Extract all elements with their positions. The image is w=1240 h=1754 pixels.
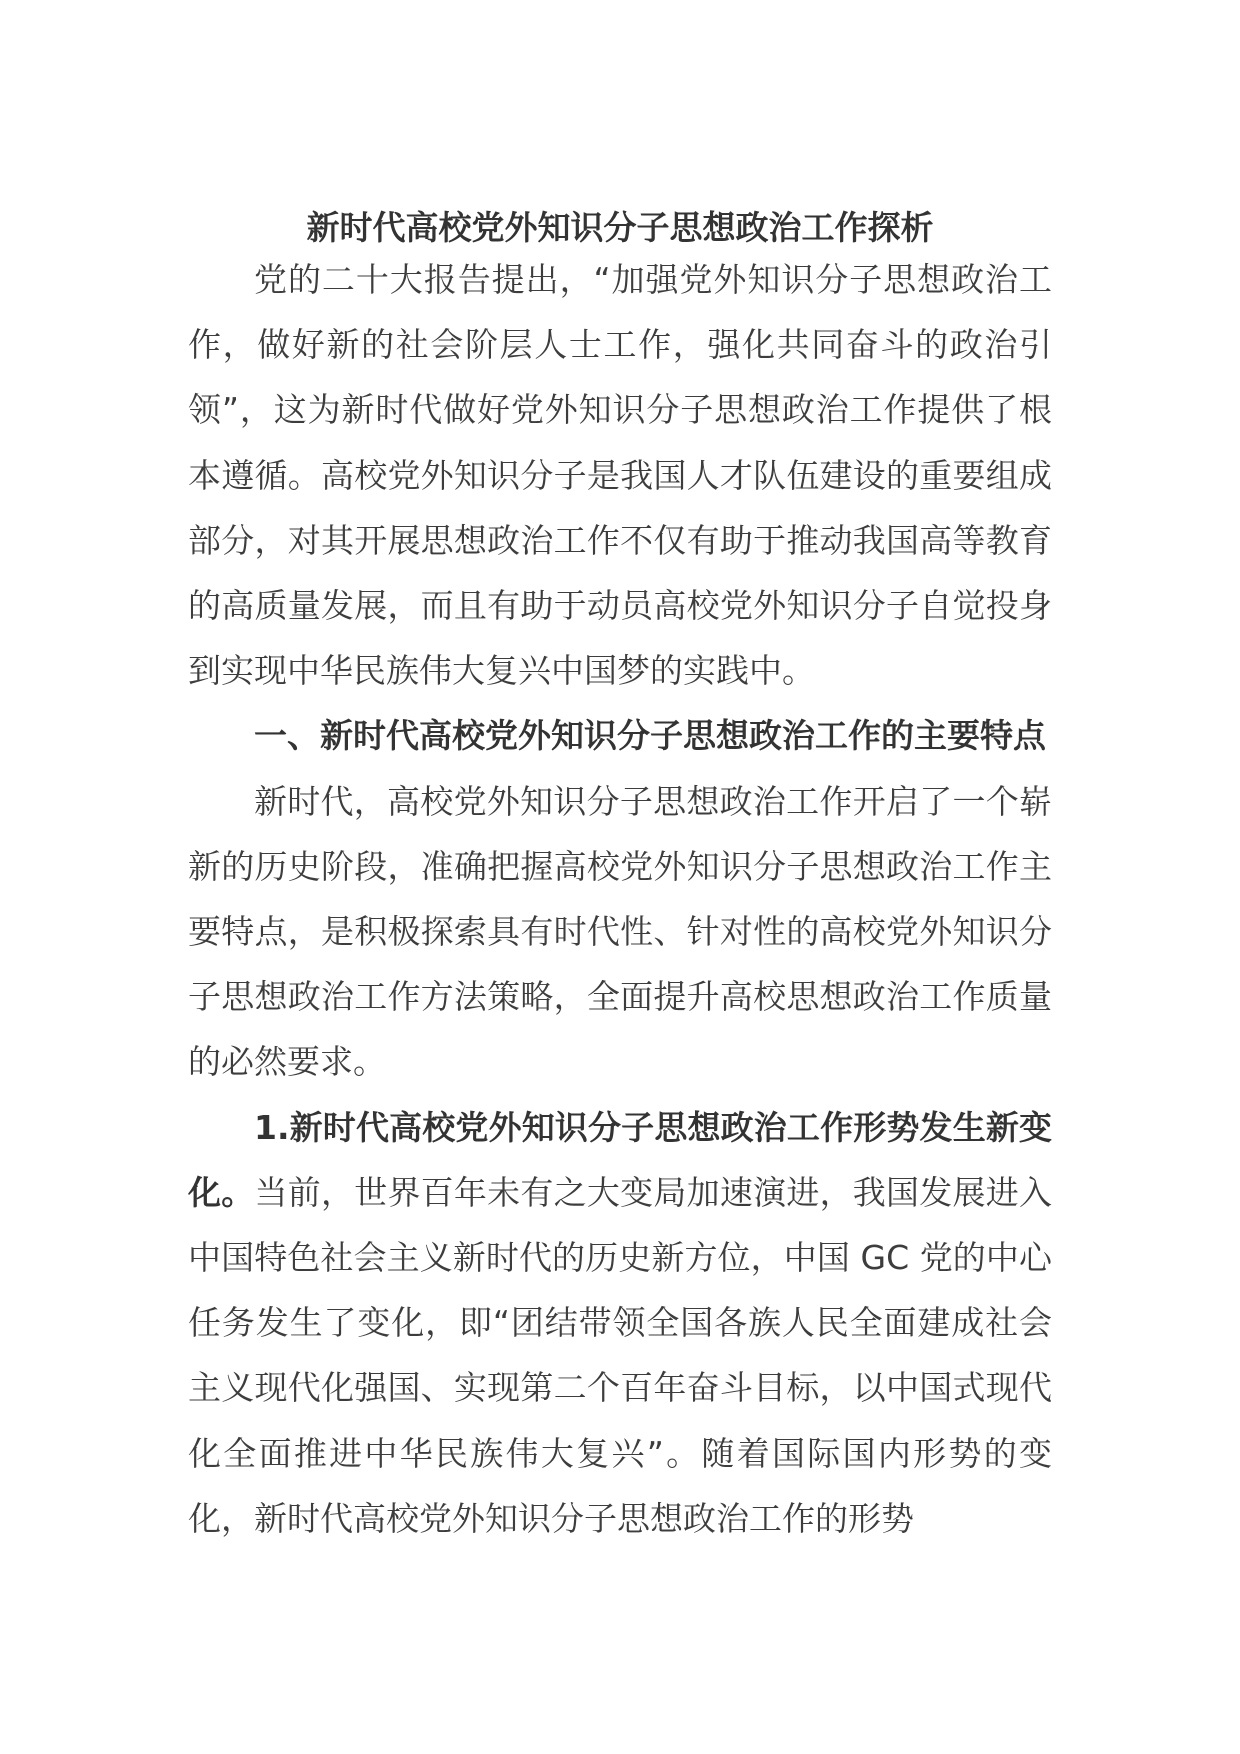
section-paragraph: 新时代，高校党外知识分子思想政治工作开启了一个崭新的历史阶段，准确把握高校党外知识分子思想政治工作主要特点，是积极探索具有时代性、针对性的高校党外知识分子思想政治工作方法策略，全面提升高校思想政治工作质量的必然要求。 (188, 781, 1052, 1082)
document-body (188, 247, 1052, 1551)
subsection-paragraph (188, 1095, 1052, 1551)
section-heading: 一、新时代高校党外知识分子思想政治工作的主要特点 (254, 716, 1046, 756)
intro-paragraph: 党的二十大报告提出，“加强党外知识分子思想政治工作，做好新的社会阶层人士工作，强化共同奋斗的政治引领”，这为新时代做好党外知识分子思想政治工作提供了根本遵循。高校党外知识分子是我国人才队伍建设的重要组成部分，对其开展思想政治工作不仅有助于推动我国高等教育的高质量发展，而且有助于动员高校党外知识分子自觉投身到实现中华民族伟大复兴中国梦的实践中。 (188, 260, 1052, 691)
document-title: 新时代高校党外知识分子思想政治工作探析 (306, 208, 934, 247)
subsection-lead: 1.新时代高校党外知识分子思想政治工作形势发生新变化。 (188, 1107, 1052, 1212)
subsection-text: 当前，世界百年未有之大变局加速演进，我国发展进入中国特色社会主义新时代的历史新方位，中国 GC 党的中心任务发生了变化，即“团结带领全国各族人民全面建成社会主义现代化强国、实现第二个百年奋斗目标，以中国式现代化全面推进中华民族伟大复兴”。随着国际国内形势的变化，新时代高校党外知识分子思想政治工作的形势 (188, 1172, 1053, 1538)
